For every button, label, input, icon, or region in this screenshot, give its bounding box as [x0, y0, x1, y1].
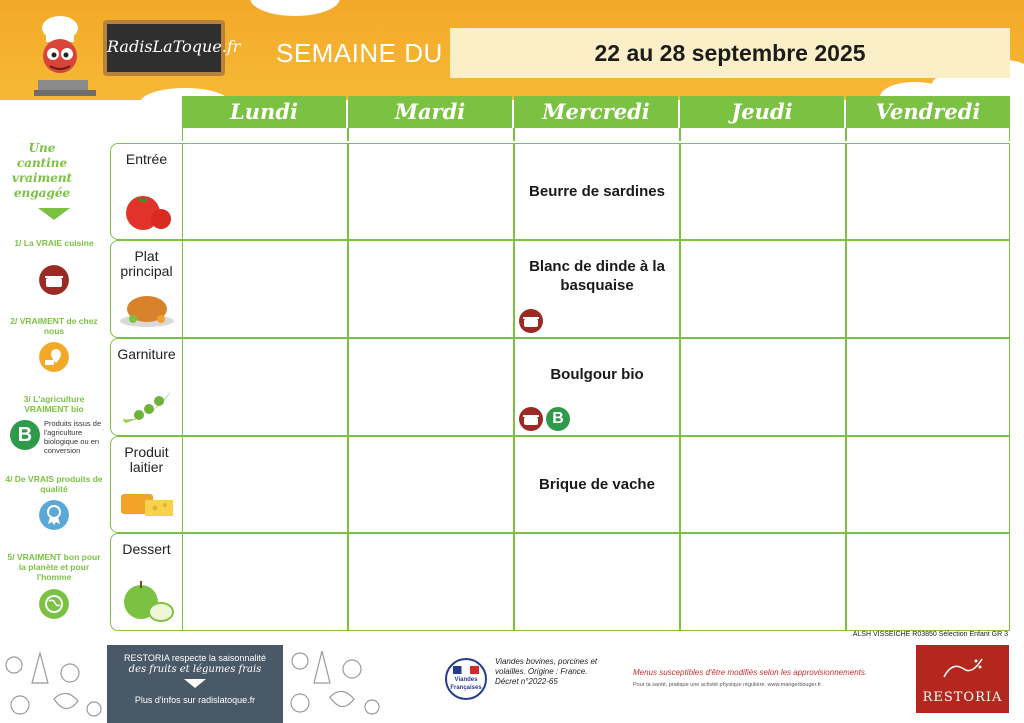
- menu-cell: [182, 533, 348, 631]
- menu-cell: [348, 436, 514, 533]
- bio-b-icon: B: [10, 420, 40, 450]
- header-spacer: [348, 128, 514, 141]
- menu-cell: [348, 533, 514, 631]
- french-flag-icon: [453, 666, 479, 674]
- tomato-icon: [119, 187, 175, 231]
- menu-cell-mercredi-laitier: [514, 436, 680, 533]
- meat-origin-note: Viandes bovines, porcines et volailles. Origine : France. Décret n°2022-65: [495, 657, 598, 686]
- vf-logo-text: Viandes Françaises: [450, 677, 482, 691]
- down-arrow-icon: [184, 679, 206, 688]
- bio-badge-icon: B: [546, 407, 570, 431]
- planet-icon: [39, 589, 69, 619]
- menu-cell: [182, 436, 348, 533]
- day-header-jeudi: Jeudi: [680, 96, 844, 128]
- header-spacer: [182, 128, 348, 141]
- row-label-text: Plat principal: [120, 248, 173, 279]
- row-label-text: Dessert: [122, 541, 171, 557]
- row-label-text: Garniture: [117, 346, 176, 362]
- restoria-logo[interactable]: [916, 645, 1009, 713]
- header-spacer: [846, 128, 1010, 141]
- day-header-mercredi: Mercredi: [514, 96, 678, 128]
- menu-cell-mercredi-plat: [514, 240, 680, 338]
- logo-text: RadisLaToque.fr: [107, 37, 241, 56]
- dish-name: Blanc de dinde à la basquaise: [529, 258, 665, 294]
- menu-cell: [514, 533, 680, 631]
- menu-cell: [680, 436, 846, 533]
- sidebar-item-vraie-cuisine: 1/ La VRAIE cuisine: [14, 238, 94, 248]
- apple-icon: [119, 578, 175, 622]
- row-label-laitier: [110, 436, 182, 533]
- season-link[interactable]: Plus d'infos sur radislatoque.fr: [134, 695, 256, 705]
- header-spacer: [514, 128, 680, 141]
- day-header-lundi: Lundi: [182, 96, 346, 128]
- cooking-pot-icon: [39, 265, 69, 295]
- season-line-1: RESTORIA respecte la saisonnalité: [124, 653, 266, 663]
- row-label-plat: [110, 240, 182, 338]
- menu-cell: [182, 338, 348, 436]
- sidebar-item-bio: 3/ L'agriculture VRAIMENT bio: [23, 394, 85, 414]
- restoria-emblem-icon: [938, 653, 988, 683]
- menu-cell: [348, 338, 514, 436]
- down-arrow-icon: [38, 208, 70, 220]
- health-note: Pour ta santé, pratique une activité physique régulière. www.mangerbouger.fr: [633, 682, 822, 688]
- quality-medal-icon: [39, 500, 69, 530]
- sidebar-title: Une cantine vraiment engagée: [11, 141, 73, 200]
- sidebar-item-qualite: 4/ De VRAIS produits de qualité: [5, 474, 103, 494]
- dish-name: Beurre de sardines: [529, 183, 665, 200]
- sidebar-item-local: 2/ VRAIMENT de chez nous: [10, 316, 98, 336]
- seasonality-banner: [107, 645, 283, 723]
- menu-change-note: Menus susceptibles d'être modifiés selon les approvisionnements.: [633, 668, 868, 677]
- day-header-vendredi: Vendredi: [846, 96, 1010, 128]
- date-range: 22 au 28 septembre 2025: [594, 40, 866, 66]
- cheese-icon: [119, 480, 175, 524]
- sidebar-item-planete: 5/ VRAIMENT bon pour la planète et pour l'homme: [7, 552, 101, 582]
- cooking-pot-icon: [518, 309, 544, 333]
- menu-cell: [348, 240, 514, 338]
- menu-cell: [846, 338, 1010, 436]
- menu-cell: [846, 436, 1010, 533]
- menu-cell: [680, 338, 846, 436]
- season-line-2: des fruits et légumes frais: [128, 664, 262, 675]
- dish-name: Brique de vache: [539, 476, 655, 493]
- menu-cell: [182, 143, 348, 240]
- row-label-entree: [110, 143, 182, 240]
- menu-cell: [846, 240, 1010, 338]
- menu-cell: [680, 533, 846, 631]
- row-label-garniture: [110, 338, 182, 436]
- day-header-mardi: Mardi: [348, 96, 512, 128]
- cooking-pot-icon: [518, 407, 544, 431]
- menu-cell: [680, 240, 846, 338]
- viandes-francaises-logo: [445, 658, 487, 700]
- menu-cell: [348, 143, 514, 240]
- menu-cell-mercredi-entree: [514, 143, 680, 240]
- roast-chicken-icon: [119, 285, 175, 329]
- menu-cell: [846, 143, 1010, 240]
- restoria-name: RESTORIA: [922, 690, 1003, 705]
- chef-mascot-icon: [20, 14, 100, 100]
- radislatoque-logo[interactable]: [103, 20, 241, 76]
- menu-reference: ALSH VISSEICHE R03850 Sélection Enfant GR 3: [852, 631, 1008, 638]
- row-label-text: Entrée: [125, 151, 168, 167]
- peas-icon: [119, 383, 175, 427]
- menu-grid: [182, 143, 1010, 631]
- menu-cell: [680, 143, 846, 240]
- bio-note: Produits issus de l'agriculture biologique ou en conversion: [44, 419, 102, 455]
- menu-cell: [182, 240, 348, 338]
- dish-name: Boulgour bio: [550, 366, 644, 383]
- date-range-box: [450, 28, 1010, 78]
- menu-cell: [846, 533, 1010, 631]
- row-label-text: Produit laitier: [124, 444, 169, 475]
- week-label: SEMAINE DU: [276, 38, 443, 68]
- local-pin-icon: [39, 342, 69, 372]
- menu-cell-mercredi-garniture: [514, 338, 680, 436]
- header-spacer: [680, 128, 846, 141]
- row-label-dessert: [110, 533, 182, 631]
